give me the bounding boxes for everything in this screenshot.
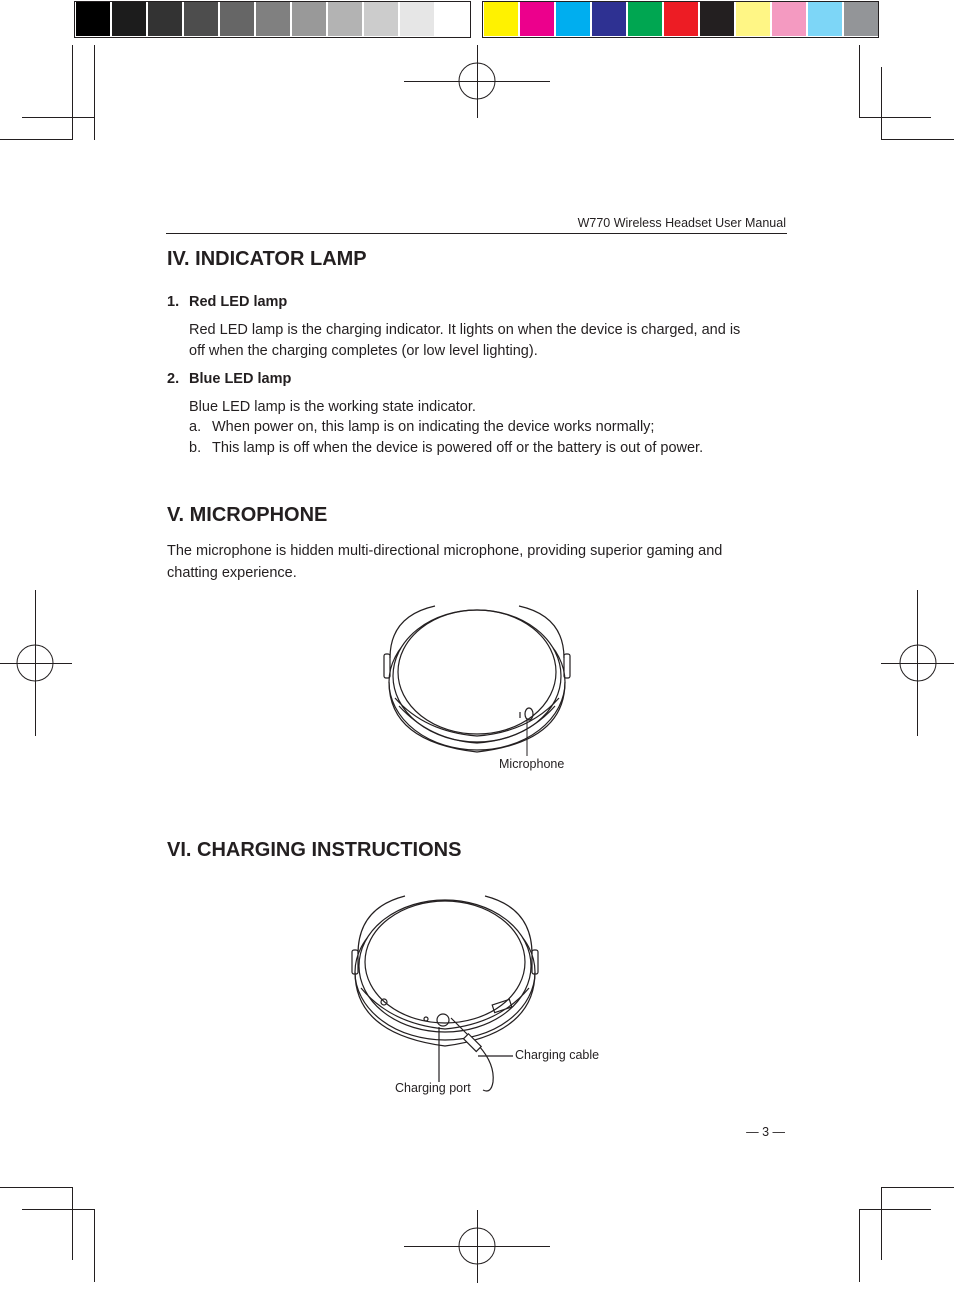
item-title-blue-led: Blue LED lamp xyxy=(189,371,292,387)
microphone-line-1: The microphone is hidden multi-directional microphone, providing superior gaming and xyxy=(167,543,723,559)
color-swatch xyxy=(400,2,434,36)
item-number-2: 2. xyxy=(167,371,180,387)
color-swatch xyxy=(772,2,806,36)
color-swatch xyxy=(664,2,698,36)
color-swatch xyxy=(736,2,770,36)
subitem-text-b: This lamp is off when the device is powered off or the battery is out of power. xyxy=(212,440,704,456)
color-swatch xyxy=(484,2,518,36)
label-charging-cable: Charging cable xyxy=(515,1048,600,1062)
color-swatch xyxy=(184,2,218,36)
subitem-text-a: When power on, this lamp is on indicating the device works normally; xyxy=(212,419,655,435)
item-title-red-led: Red LED lamp xyxy=(189,294,288,310)
registration-mark-top xyxy=(404,45,550,118)
color-swatch xyxy=(148,2,182,36)
registration-mark-left xyxy=(0,590,72,736)
item-number-1: 1. xyxy=(167,294,180,310)
heading-indicator-lamp: IV. INDICATOR LAMP xyxy=(167,248,367,270)
running-header: W770 Wireless Headset User Manual xyxy=(577,216,786,230)
heading-microphone: V. MICROPHONE xyxy=(167,504,328,526)
color-swatch xyxy=(292,2,326,36)
color-swatch xyxy=(808,2,842,36)
color-swatch xyxy=(364,2,398,36)
color-swatch xyxy=(844,2,878,36)
red-led-line-1: Red LED lamp is the charging indicator. It lights on when the device is charged, and is xyxy=(189,322,741,338)
color-swatch xyxy=(256,2,290,36)
microphone-illustration xyxy=(375,594,585,764)
microphone-line-2: chatting experience. xyxy=(167,565,297,581)
color-swatch xyxy=(628,2,662,36)
color-swatch xyxy=(436,2,470,36)
label-charging-port: Charging port xyxy=(395,1081,471,1095)
color-swatch xyxy=(220,2,254,36)
page-number: — 3 — xyxy=(746,1125,785,1139)
subitem-marker-a: a. xyxy=(189,419,202,435)
label-microphone: Microphone xyxy=(499,757,565,771)
subitem-marker-b: b. xyxy=(189,440,202,456)
charging-illustration xyxy=(345,884,615,1099)
heading-charging-instructions: VI. CHARGING INSTRUCTIONS xyxy=(167,839,462,861)
color-swatch xyxy=(700,2,734,36)
registration-mark-bottom xyxy=(404,1210,550,1283)
color-swatch xyxy=(112,2,146,36)
color-swatch xyxy=(76,2,110,36)
color-swatch xyxy=(592,2,626,36)
color-swatch xyxy=(328,2,362,36)
color-swatch xyxy=(520,2,554,36)
header-rule xyxy=(166,233,787,234)
color-swatch xyxy=(556,2,590,36)
blue-led-intro: Blue LED lamp is the working state indicator. xyxy=(189,399,476,415)
registration-mark-right xyxy=(881,590,954,736)
red-led-line-2: off when the charging completes (or low level lighting). xyxy=(189,343,538,359)
